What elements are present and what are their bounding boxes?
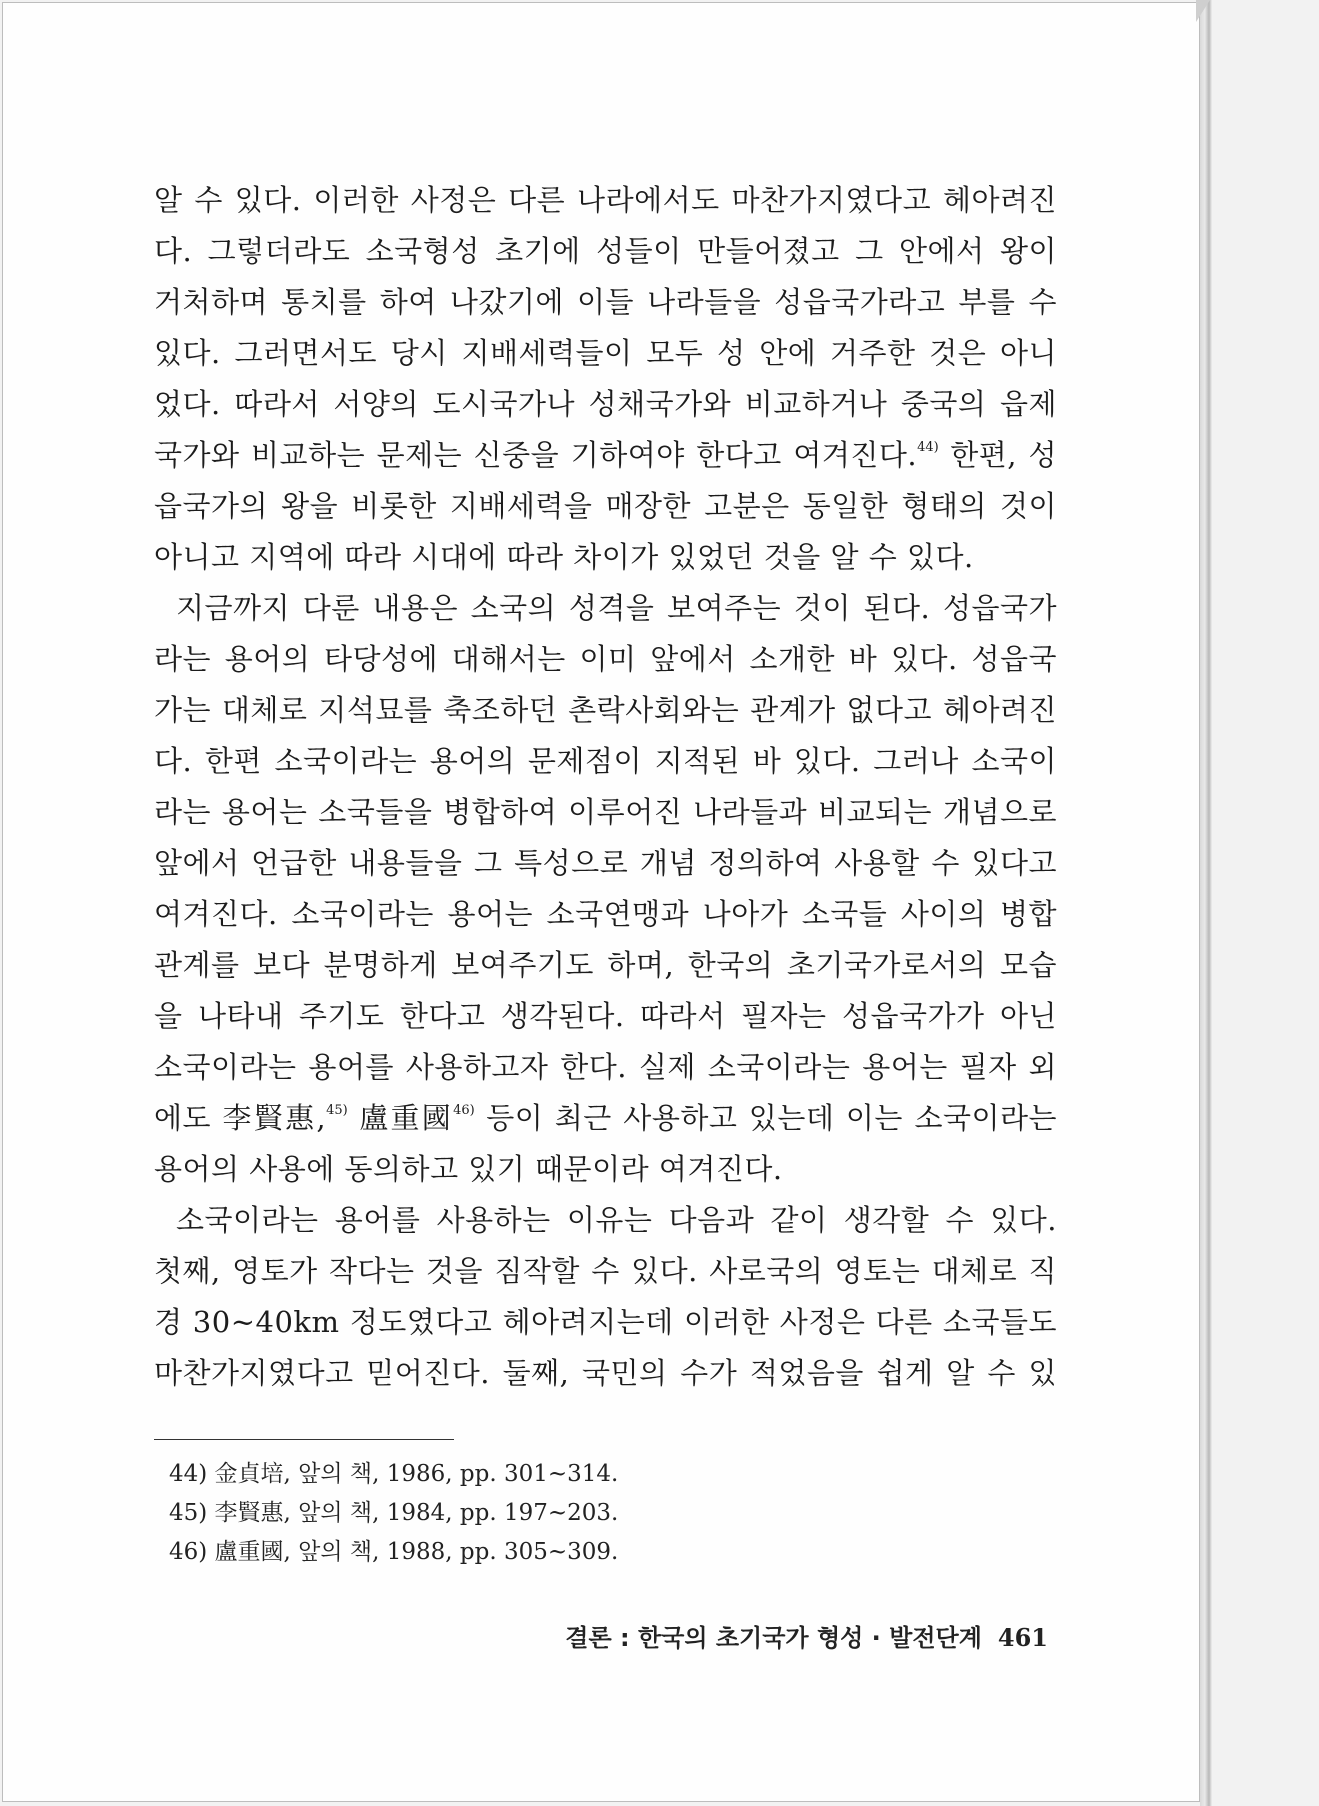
page-curl-icon: [1196, 0, 1210, 22]
body-line-19-after: 등이 최근 사용하고 있는데 이는 소국이라는: [474, 1101, 1058, 1135]
body-line-21: 소국이라는 용어를 사용하는 이유는 다음과 같이 생각할 수 있다.: [176, 1203, 1057, 1237]
footnote-divider: [154, 1439, 454, 1440]
page-edge-shadow: [1200, 0, 1212, 1806]
footnotes: [169, 1455, 869, 1572]
body-line-15: 여겨진다. 소국이라는 용어는 소국연맹과 나아가 소국들 사이의 병합: [154, 897, 1057, 931]
body-line-7: 읍국가의 왕을 비롯한 지배세력을 매장한 고분은 동일한 형태의 것이: [154, 489, 1057, 523]
body-line-19-before: 에도 李賢惠,: [154, 1101, 327, 1135]
body-line-3: 거처하며 통치를 하여 나갔기에 이들 나라들을 성읍국가라고 부를 수: [154, 285, 1057, 319]
footnote-ref-46[interactable]: 46): [453, 1103, 475, 1118]
body-line-6: [154, 430, 1057, 481]
footnote-45: 45) 李賢惠, 앞의 책, 1984, pp. 197~203.: [169, 1500, 619, 1526]
body-line-6-before: 국가와 비교하는 문제는 신중을 기하여야 한다고 여겨진다.: [154, 438, 918, 472]
body-line-8: 아니고 지역에 따라 시대에 따라 차이가 있었던 것을 알 수 있다.: [154, 540, 974, 574]
footnote-46: 46) 盧重國, 앞의 책, 1988, pp. 305~309.: [169, 1539, 619, 1565]
body-line-16: 관계를 보다 분명하게 보여주기도 하며, 한국의 초기국가로서의 모습: [154, 948, 1057, 982]
running-title: 결론 : 한국의 초기국가 형성 · 발전단계: [565, 1624, 982, 1652]
body-line-12: 다. 한편 소국이라는 용어의 문제점이 지적된 바 있다. 그러나 소국이: [154, 744, 1057, 778]
running-footer: [565, 1623, 1048, 1653]
body-line-20: 용어의 사용에 동의하고 있기 때문이라 여겨진다.: [154, 1152, 783, 1186]
body-line-4: 있다. 그러면서도 당시 지배세력들이 모두 성 안에 거주한 것은 아니: [154, 336, 1057, 370]
body-line-1: 알 수 있다. 이러한 사정은 다른 나라에서도 마찬가지였다고 헤아려진: [154, 183, 1057, 217]
body-line-9: 지금까지 다룬 내용은 소국의 성격을 보여주는 것이 된다. 성읍국가: [176, 591, 1057, 625]
body-line-11: 가는 대체로 지석묘를 축조하던 촌락사회와는 관계가 없다고 헤아려진: [154, 693, 1057, 727]
body-line-22: 첫째, 영토가 작다는 것을 짐작할 수 있다. 사로국의 영토는 대체로 직: [154, 1254, 1057, 1288]
footnote-ref-44[interactable]: 44): [917, 440, 939, 455]
body-line-2: 다. 그렇더라도 소국형성 초기에 성들이 만들어졌고 그 안에서 왕이: [154, 234, 1057, 268]
body-line-24: 마찬가지였다고 믿어진다. 둘째, 국민의 수가 적었음을 쉽게 알 수 있: [154, 1356, 1057, 1390]
body-line-23: 경 30~40km 정도였다고 헤아려지는데 이러한 사정은 다른 소국들도: [154, 1305, 1057, 1339]
footnote-44: 44) 金貞培, 앞의 책, 1986, pp. 301~314.: [169, 1461, 619, 1487]
body-line-18: 소국이라는 용어를 사용하고자 한다. 실제 소국이라는 용어는 필자 외: [154, 1050, 1057, 1084]
body-line-19-middle: 盧重國: [347, 1101, 454, 1135]
body-line-19: [154, 1093, 1057, 1144]
body-line-14: 앞에서 언급한 내용들을 그 특성으로 개념 정의하여 사용할 수 있다고: [154, 846, 1057, 880]
page-number: 461: [997, 1623, 1048, 1652]
body-line-10: 라는 용어의 타당성에 대해서는 이미 앞에서 소개한 바 있다. 성읍국: [154, 642, 1057, 676]
body-text: [154, 175, 1057, 1399]
body-line-6-after: 한편, 성: [938, 438, 1057, 472]
body-line-13: 라는 용어는 소국들을 병합하여 이루어진 나라들과 비교되는 개념으로: [154, 795, 1057, 829]
footnote-ref-45[interactable]: 45): [326, 1103, 348, 1118]
body-line-5: 었다. 따라서 서양의 도시국가나 성채국가와 비교하거나 중국의 읍제: [154, 387, 1057, 421]
body-line-17: 을 나타내 주기도 한다고 생각된다. 따라서 필자는 성읍국가가 아닌: [154, 999, 1057, 1033]
book-page: [2, 2, 1200, 1802]
